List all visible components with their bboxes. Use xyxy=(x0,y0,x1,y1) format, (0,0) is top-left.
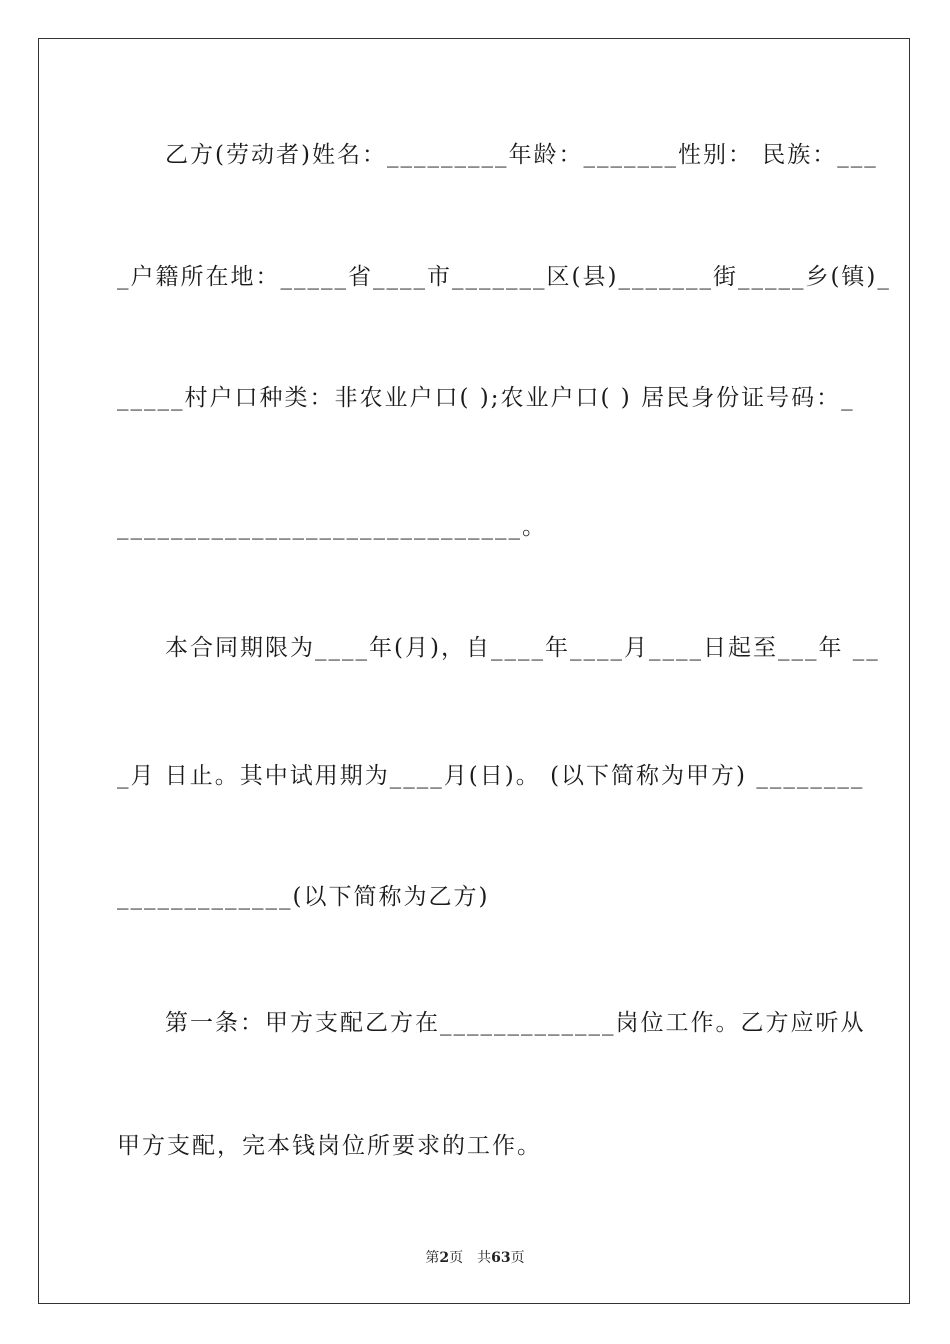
footer-total-prefix: 共 xyxy=(477,1250,492,1266)
text-line-contract-term: 本合同期限为____年(月)，自____年____月____日起至___年 __ xyxy=(165,635,880,661)
text-line-probation: _月 日止。其中试用期为____月(日)。 (以下简称为甲方) ________ xyxy=(117,763,865,789)
text-line-party-b-label: _____________(以下简称为乙方) xyxy=(117,884,490,910)
text-line-household-location: _户籍所在地：_____省____市_______区(县)_______街_____乡(镇)_ xyxy=(117,264,891,290)
text-line-party-b-info: 乙方(劳动者)姓名：_________年龄：_______性别： 民族：___ xyxy=(165,142,878,168)
footer-total-suffix: 页 xyxy=(510,1250,525,1266)
current-page-number: 2 xyxy=(439,1250,450,1266)
text-line-article-one-cont: 甲方支配，完本钱岗位所要求的工作。 xyxy=(117,1133,542,1159)
text-line-id-number: ______________________________。 xyxy=(117,514,547,540)
page-border xyxy=(38,38,910,1304)
footer-prefix: 第 xyxy=(425,1250,440,1266)
footer-page-suffix: 页 xyxy=(449,1250,464,1266)
total-pages-number: 63 xyxy=(491,1250,511,1266)
page-footer xyxy=(0,1247,950,1267)
text-line-article-one: 第一条：甲方支配乙方在_____________岗位工作。乙方应听从 xyxy=(165,1010,866,1036)
text-line-household-type: _____村户口种类：非农业户口( );农业户口( ) 居民身份证号码：_ xyxy=(117,385,855,411)
